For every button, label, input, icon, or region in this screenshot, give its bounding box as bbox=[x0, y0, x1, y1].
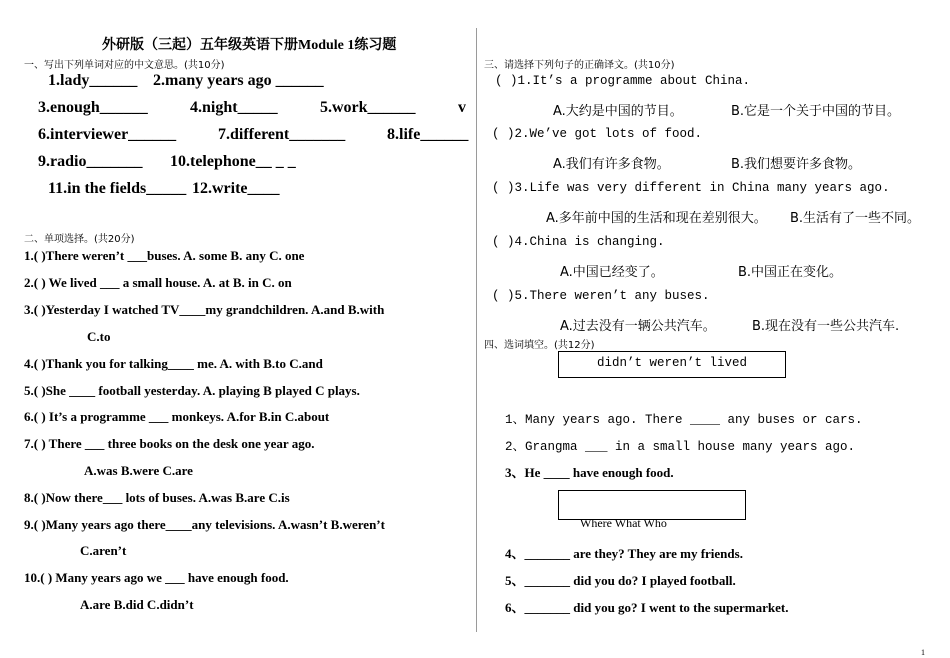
section-4-header: 四、选词填空。(共12分) bbox=[484, 340, 595, 351]
translation-option-a: A.中国已经变了。 bbox=[560, 265, 664, 280]
fill-blank-line: 1、Many years ago. There ____ any buses or cars. bbox=[505, 413, 863, 427]
vocab-item: 8.life______ bbox=[387, 126, 469, 143]
vocab-item: 12.write____ bbox=[192, 180, 280, 197]
vocab-item: 9.radio_______ bbox=[38, 153, 143, 170]
translation-question: ( )2.We’ve got lots of food. bbox=[492, 127, 703, 141]
mc-option: C.to bbox=[87, 329, 111, 344]
translation-question: ( )4.China is changing. bbox=[492, 235, 665, 249]
fill-blank-line: 5、_______ did you do? I played football. bbox=[505, 573, 736, 588]
vocab-item: v bbox=[458, 99, 466, 116]
vocab-item: 10.telephone__ _ _ bbox=[170, 153, 296, 170]
mc-option: A.was B.were C.are bbox=[84, 463, 193, 478]
translation-question: ( )3.Life was very different in China many years ago. bbox=[492, 181, 890, 195]
vocab-item: 5.work______ bbox=[320, 99, 416, 116]
word-bank-words: Where What Who bbox=[580, 516, 667, 530]
fill-blank-line: 3、He ____ have enough food. bbox=[505, 465, 674, 480]
mc-question: 9.( )Many years ago there____any televisions. A.wasn’t B.weren’t bbox=[24, 517, 385, 532]
mc-question: 8.( )Now there___ lots of buses. A.was B.are C.is bbox=[24, 490, 290, 505]
translation-option-a: A.多年前中国的生活和现在差别很大。 bbox=[546, 211, 767, 226]
mc-question: 1.( )There weren’t ___buses. A. some B. any C. one bbox=[24, 248, 305, 263]
column-divider bbox=[476, 28, 477, 632]
translation-question: ( )1.It’s a programme about China. bbox=[495, 74, 751, 88]
mc-option: A.are B.did C.didn’t bbox=[80, 597, 194, 612]
vocab-item: 4.night_____ bbox=[190, 99, 278, 116]
vocab-item: 6.interviewer______ bbox=[38, 126, 177, 143]
translation-option-b: B.生活有了一些不同。 bbox=[790, 211, 921, 226]
vocab-item: 3.enough______ bbox=[38, 99, 148, 116]
fill-blank-line: 4、_______ are they? They are my friends. bbox=[505, 546, 743, 561]
vocab-item: 2.many years ago ______ bbox=[153, 72, 324, 89]
vocab-item: 7.different_______ bbox=[218, 126, 346, 143]
word-bank-box-1 bbox=[558, 351, 786, 378]
word-bank-words: didn’t weren’t lived bbox=[597, 356, 748, 370]
section-1-header: 一、写出下列单词对应的中文意思。(共10分) bbox=[24, 60, 225, 71]
page-number: 1 bbox=[921, 648, 925, 657]
fill-blank-line: 6、_______ did you go? I went to the supermarket. bbox=[505, 600, 789, 615]
translation-option-a: A.我们有许多食物。 bbox=[553, 157, 670, 172]
section-3-header: 三、请选择下列句子的正确译文。(共10分) bbox=[484, 60, 675, 71]
translation-question: ( )5.There weren’t any buses. bbox=[492, 289, 710, 303]
vocab-item: 1.lady______ bbox=[48, 72, 138, 89]
section-2-header: 二、单项选择。(共20分) bbox=[24, 234, 135, 245]
translation-option-b: B.现在没有一些公共汽车. bbox=[752, 319, 900, 334]
translation-option-a: A.大约是中国的节目。 bbox=[553, 104, 683, 119]
mc-question: 10.( ) Many years ago we ___ have enough food. bbox=[24, 570, 289, 585]
fill-blank-line: 2、Grangma ___ in a small house many years ago. bbox=[505, 440, 856, 454]
translation-option-b: B.我们想要许多食物。 bbox=[731, 157, 862, 172]
vocab-item: 11.in the fields_____ bbox=[48, 180, 187, 197]
mc-question: 3.( )Yesterday I watched TV____my grandchildren. A.and B.with bbox=[24, 302, 385, 317]
translation-option-b: B.它是一个关于中国的节目。 bbox=[731, 104, 901, 119]
translation-option-a: A.过去没有一辆公共汽车。 bbox=[560, 319, 716, 334]
mc-question: 2.( ) We lived ___ a small house. A. at B. in C. on bbox=[24, 275, 292, 290]
mc-question: 4.( )Thank you for talking____ me. A. with B.to C.and bbox=[24, 356, 323, 371]
mc-question: 5.( )She ____ football yesterday. A. playing B played C plays. bbox=[24, 383, 360, 398]
mc-question: 7.( ) There ___ three books on the desk one year ago. bbox=[24, 436, 315, 451]
mc-question: 6.( ) It’s a programme ___ monkeys. A.for B.in C.about bbox=[24, 409, 330, 424]
translation-option-b: B.中国正在变化。 bbox=[738, 265, 843, 280]
page-title: 外研版（三起）五年级英语下册Module 1练习题 bbox=[102, 38, 397, 53]
mc-option: C.aren’t bbox=[80, 543, 127, 558]
